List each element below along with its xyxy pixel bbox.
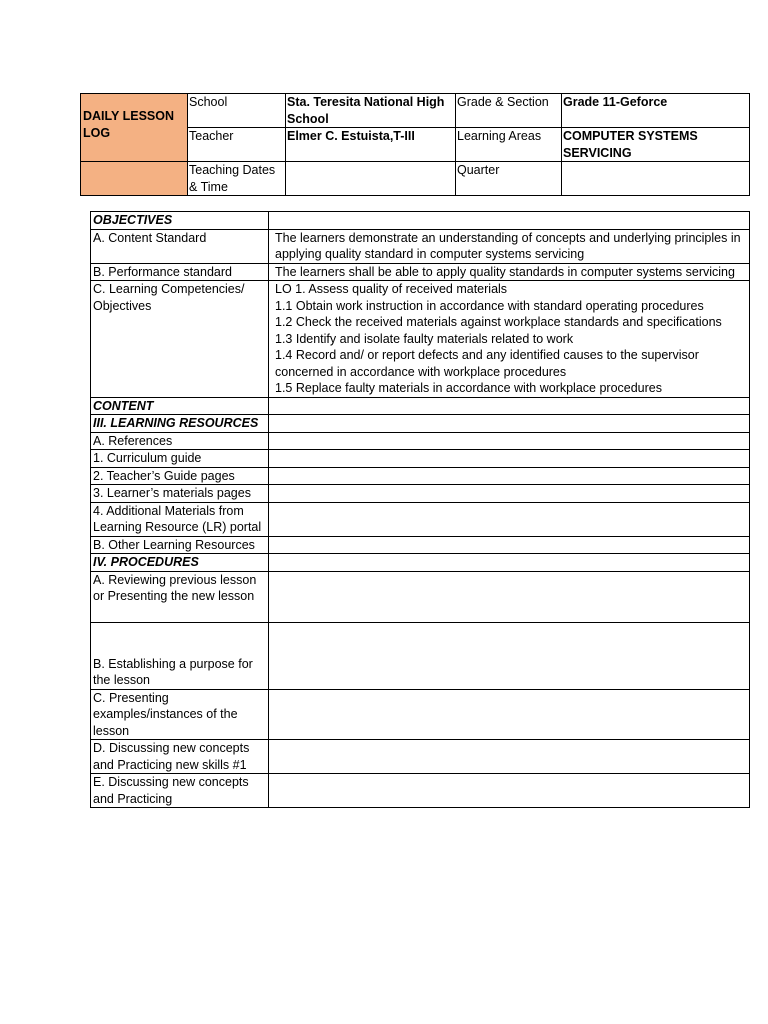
procedure-b-label: B. Establishing a purpose for the lesson xyxy=(91,622,269,689)
school-label: School xyxy=(188,94,286,128)
other-resources-label: B. Other Learning Resources xyxy=(91,536,269,554)
procedure-d-label: D. Discussing new concepts and Practicing new skills #1 xyxy=(91,740,269,774)
content-value xyxy=(269,397,750,415)
teachers-guide-value xyxy=(269,467,750,485)
references-label: A. References xyxy=(91,432,269,450)
quarter-label: Quarter xyxy=(456,162,562,196)
teachers-guide-label: 2. Teacher’s Guide pages xyxy=(91,467,269,485)
procedure-d-value xyxy=(269,740,750,774)
teacher-label: Teacher xyxy=(188,128,286,162)
competency-item: LO 1. Assess quality of received materials xyxy=(275,282,508,296)
learning-areas-label: Learning Areas xyxy=(456,128,562,162)
competency-item: 1.3 Identify and isolate faulty materials related to work xyxy=(275,331,574,346)
learning-resources-heading: III. LEARNING RESOURCES xyxy=(91,415,269,433)
objectives-heading-value xyxy=(269,212,750,230)
grade-section-value: Grade 11-Geforce xyxy=(562,94,750,128)
references-value xyxy=(269,432,750,450)
daily-lesson-log-title-cell xyxy=(81,94,188,162)
school-value: Sta. Teresita National High School xyxy=(286,94,456,128)
learning-resources-value xyxy=(269,415,750,433)
procedure-b-value xyxy=(269,622,750,689)
learners-materials-label: 3. Learner’s materials pages xyxy=(91,485,269,503)
curriculum-guide-label: 1. Curriculum guide xyxy=(91,450,269,468)
other-resources-value xyxy=(269,536,750,554)
content-standard-value: The learners demonstrate an understanding of concepts and underlying principles in applying quality standard in computer systems servicing xyxy=(269,229,750,263)
content-standard-label: A. Content Standard xyxy=(91,229,269,263)
teaching-dates-label: Teaching Dates & Time xyxy=(188,162,286,196)
additional-materials-label: 4. Additional Materials from Learning Resource (LR) portal xyxy=(91,502,269,536)
title-cell-continuation xyxy=(81,162,188,196)
objectives-heading: OBJECTIVES xyxy=(91,212,269,230)
procedure-c-value xyxy=(269,689,750,740)
competency-item: 1.1 Obtain work instruction in accordance with standard operating procedures xyxy=(275,298,704,313)
procedure-a-value xyxy=(269,571,750,622)
procedure-e-label: E. Discussing new concepts and Practicing xyxy=(91,774,269,808)
learning-competencies-list xyxy=(269,281,750,398)
procedure-a-label: A. Reviewing previous lesson or Presenting the new lesson xyxy=(91,571,269,622)
learning-areas-value: COMPUTER SYSTEMS SERVICING xyxy=(562,128,750,162)
competency-item: 1.4 Record and/ or report defects and any identified causes to the supervisor concerned in accordance with workplace procedures xyxy=(275,348,699,379)
header-table xyxy=(80,93,750,196)
procedure-c-label: C. Presenting examples/instances of the lesson xyxy=(91,689,269,740)
teaching-dates-value xyxy=(286,162,456,196)
teacher-value: Elmer C. Estuista,T-III xyxy=(286,128,456,162)
procedures-heading: IV. PROCEDURES xyxy=(91,554,269,572)
competency-item: 1.5 Replace faulty materials in accordance with workplace procedures xyxy=(275,381,662,395)
learning-competencies-label: C. Learning Competencies/ Objectives xyxy=(91,281,269,398)
daily-lesson-log-title: DAILY LESSON LOG xyxy=(83,109,174,140)
quarter-value xyxy=(562,162,750,196)
additional-materials-value xyxy=(269,502,750,536)
procedures-value xyxy=(269,554,750,572)
grade-section-label: Grade & Section xyxy=(456,94,562,128)
learners-materials-value xyxy=(269,485,750,503)
content-heading: CONTENT xyxy=(91,397,269,415)
performance-standard-label: B. Performance standard xyxy=(91,263,269,281)
lesson-log-table xyxy=(90,211,750,808)
curriculum-guide-value xyxy=(269,450,750,468)
competency-item: 1.2 Check the received materials against workplace standards and specifications xyxy=(275,315,722,329)
performance-standard-value: The learners shall be able to apply quality standards in computer systems servicing xyxy=(269,263,750,281)
procedure-e-value xyxy=(269,774,750,808)
